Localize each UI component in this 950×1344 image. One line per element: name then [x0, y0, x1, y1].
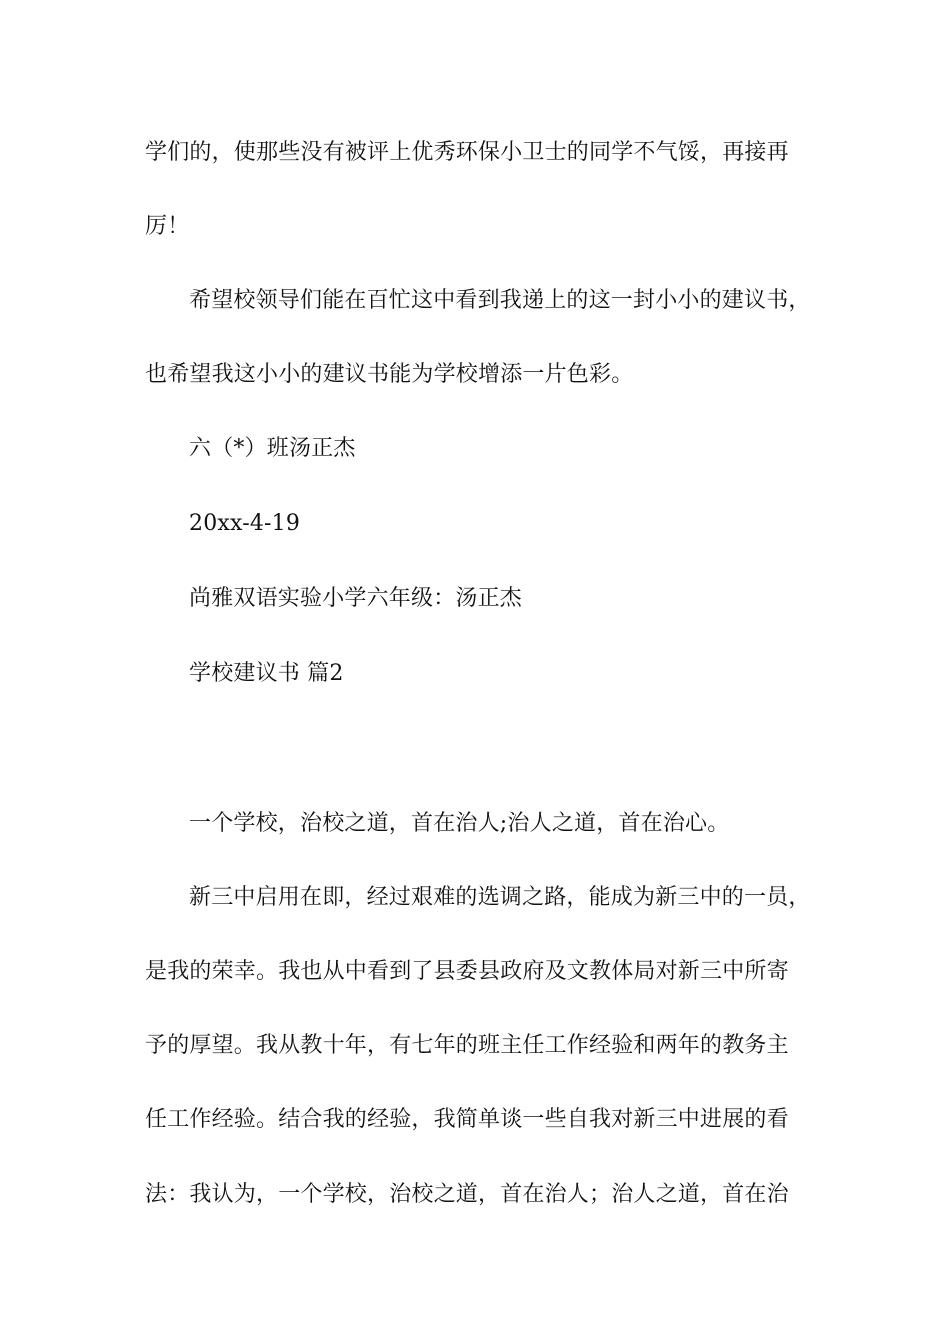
paragraph-line: 任工作经验。结合我的经验，我简单谈一些自我对新三中进展的看 — [145, 1107, 789, 1132]
paragraph-line: 新三中启用在即，经过艰难的选调之路，能成为新三中的一员， — [189, 885, 811, 910]
paragraph-line: 一个学校，治校之道，首在治人;治人之道，首在治心。 — [189, 811, 730, 836]
paragraph-line: 厉！ — [145, 214, 190, 239]
paragraph-line: 希望校领导们能在百忙这中看到我递上的这一封小小的建议书， — [189, 288, 811, 313]
paragraph-line: 也希望我这小小的建议书能为学校增添一片色彩。 — [145, 362, 634, 387]
paragraph-line: 是我的荣幸。我也从中看到了县委县政府及文教体局对新三中所寄 — [145, 959, 789, 984]
paragraph-line: 予的厚望。我从教十年，有七年的班主任工作经验和两年的教务主 — [145, 1033, 789, 1058]
signature-date: 20xx-4-19 — [189, 511, 301, 536]
signature-school: 尚雅双语实验小学六年级：汤正杰 — [189, 586, 523, 611]
section-title: 学校建议书 篇2 — [189, 661, 344, 686]
paragraph-line: 法：我认为，一个学校，治校之道，首在治人；治人之道，首在治 — [145, 1182, 789, 1207]
signature-class-name: 六（*）班汤正杰 — [189, 436, 356, 461]
paragraph-line: 学们的，使那些没有被评上优秀环保小卫士的同学不气馁，再接再 — [145, 140, 789, 165]
